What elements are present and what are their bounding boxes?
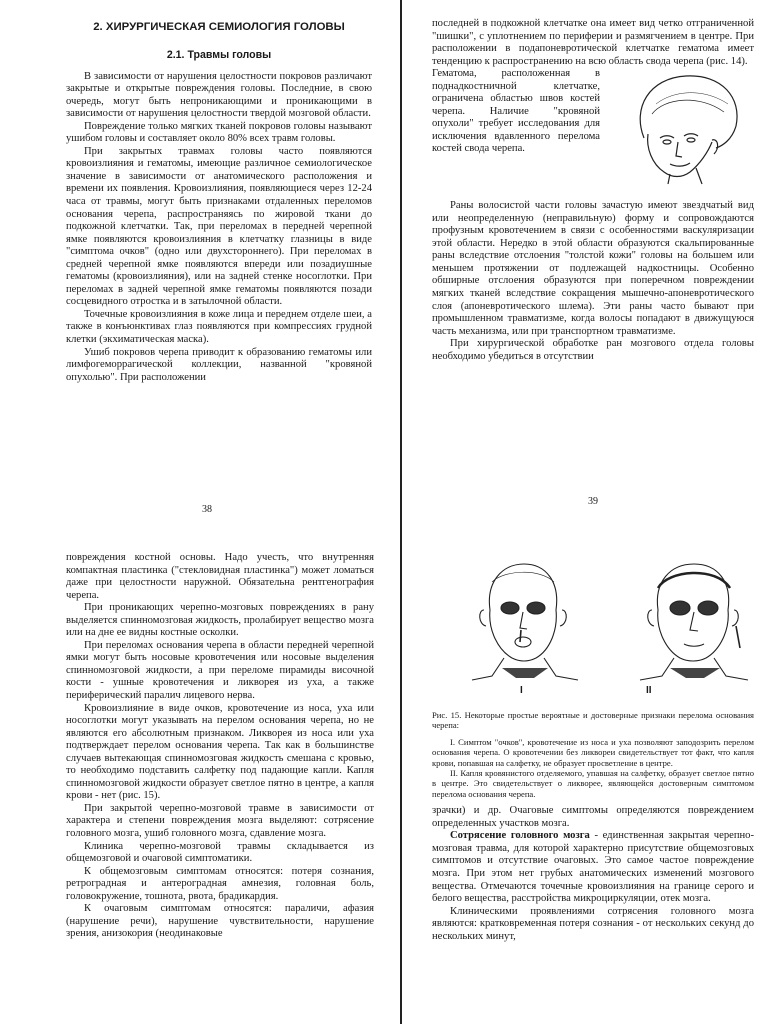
figure-15-caption: Рис. 15. Некоторые простые вероятные и достоверные признаки перелома основания черепа: (432, 710, 754, 731)
figure-15-label-1: I (520, 685, 523, 696)
paragraph: Клиника черепно-мозговой травмы складывается из общемозговой и очаговой симптоматики. (66, 840, 374, 865)
paragraph: Точечные кровоизлияния в коже лица и переднем отделе шеи, а также в конъюнктивах глаз появляются при компрессиях грудной клетки (экхиматическая маска). (66, 308, 372, 345)
page-number-38: 38 (202, 504, 212, 515)
section-title: 2.1. Травмы головы (166, 48, 272, 61)
paragraph: Ушиб покровов черепа приводит к образованию гематомы или лимфогеморрагической коллекции, названной "кровяной опухолью". При расположении (66, 346, 372, 383)
paragraph: Кровоизлияние в виде очков, кровотечение из носа, уха или носоглотки могут указывать на перелом основания черепа, но не являются его абсолютным признаком. Ликворея из носа или уха подтверждает перелом основания черепа. Так как в большинстве случаев вытекающая спинномозговая жидкость смешана с кровью, то необходимо подставить салфетку под падающие капли. Капля спинномозговой жидкости образует светлое пятно в центре, а капля крови - нет (рис. 15). (66, 702, 374, 802)
paragraph: Раны волосистой части головы зачастую имеют звездчатый вид или неопределенную (неправильную) форму и сопровождаются профузным кровотечением в связи с особенностями васкуляризации этой области. Нередко в этой области образуются скальпированные раны вследствие отслоения "толстой кожи" головы на большем или меньшем протяжении от подлежащей надкостницы. Особенно обширные отслоения образуются при поперечном повреждении мягких тканей вследствие сокращения мышечно-апоневротического слоя (апоневротического шлема). Эти раны часто бывают при промышленном травматизме, когда волосы попадают в движущуюся часть механизма, или при транспортном травматизме. (432, 200, 754, 337)
page-41 (432, 552, 754, 1024)
figure-14-wrap (432, 68, 754, 186)
paragraph: Клиническими проявлениями сотрясения головного мозга являются: кратковременная потеря сознания - от нескольких секунд до нескольких минут, (432, 905, 754, 942)
paragraph: Гематома, расположенная в поднадкостничной клетчатке, ограничена областью швов костей черепа. Наличие "кровяной опухоли" требует исследования для исключения вдавленного перелома костей свода черепа. (432, 68, 600, 155)
figure-15-label-2: II (646, 685, 652, 696)
paragraph: зрачки) и др. Очаговые симптомы определяются повреждением определенных участков мозга. (432, 805, 754, 829)
paragraph: Повреждение только мягких тканей покровов головы называют ушибом головы и составляет около 80% всех травм головы. (66, 120, 372, 145)
page-38 (66, 18, 372, 518)
page-40 (66, 552, 374, 1024)
figure-14 (604, 68, 754, 186)
page-number-39: 39 (588, 496, 598, 507)
paragraph: При хирургической обработке ран мозгового отдела головы необходимо убедиться в отсутствии (432, 338, 754, 362)
paragraph: К общемозговым симптомам относятся: потеря сознания, ретроградная и антероградная амнезия, головная боль, головокружение, тошнота, рвота, брадикардия. (66, 865, 374, 902)
paragraph: повреждения костной основы. Надо учесть, что внутренняя компактная пластинка ("стекловидная пластинка") может ломаться даже при целостности наружной. Обязательна рентгенография черепа. (66, 552, 374, 601)
figure-15-item: II. Капля кровянистого отделяемого, упавшая на салфетку, образует светлое пятно в центре. Это свидетельствует о ликворее, являющейся достоверным симптомом перелома основания черепа. (432, 768, 754, 799)
paragraph: При закрытых травмах головы часто появляются кровоизлияния и гематомы, имеющие различное семиологическое значение в зависимости от анатомического расположения и времени их появления. Кровоизлияния, появляющиеся через 12-24 часа от травмы, могут быть признаками отдаленных переломов основания черепа, распространяясь по жировой ткани до подкожной клетчатки. Так, при переломах в передней черепной ямке появляются кровоизлияния в клетчатку глазницы в виде "симптома очков" (одно или двухстороннего). При переломах в средней черепной ямке появляются впереди или позадиушные гематомы (кровоизлияния), или на задней стенке носоглотки. При переломах в задней черепной ямке гематомы появляются позади сосцевидного отростка и в затылочной области. (66, 145, 372, 308)
paragraph: При проникающих черепно-мозговых повреждениях в рану выделяется спинномозговая жидкость, пролабирует вещество мозга или на дне ее видны костные осколки. (66, 602, 374, 639)
paragraph: последней в подкожной клетчатке она имеет вид четко отграниченной "шишки", с уплотнением по периферии и размягчением в центре. При расположении в подапоневротической клетчатке гематома имеет тенденцию к распространению на всю область свода черепа (рис. 14). (432, 18, 754, 67)
chapter-title: 2. ХИРУРГИЧЕСКАЯ СЕМИОЛОГИЯ ГОЛОВЫ (93, 21, 345, 33)
page-39 (432, 18, 754, 518)
paragraph-text: - единственная закрытая черепно-мозговая травма, для которой характерно присутствие общемозговых симптомов и отсутствие очаговых. Это самое частое повреждение мозга. При этом нет грубых анатомических изменений мозгового вещества. Отмечаются точечные кровоизлияния на границе серого и белого вещества, расстройства микроциркуляции, отек мозга. (432, 830, 754, 905)
figure-15-caption-block (432, 710, 754, 799)
term-concussion: Сотрясение головного мозга (450, 830, 590, 842)
paragraph: К очаговым симптомам относятся: параличи, афазия (нарушение речи), нарушение чувствительности, нарушение зрения, анизокория (неодинаковые (66, 903, 374, 940)
figure-15-item: I. Симптом "очков", кровотечение из носа и уха позволяют заподозрить перелом основания черепа. О кровотечении без ликвореи свидетельствует тот факт, что капля крови, попавшая на салфетку, не образует просветление в центре. (432, 736, 754, 768)
paragraph: При переломах основания черепа в области передней черепной ямки могут быть носовые кровотечения или носовые выделения спинномозговой жидкости, а при переломе пирамиды височной кости - ушные кровотечения и ликворея из уха, а также периферический паралич лицевого нерва. (66, 639, 374, 702)
book-gutter (400, 0, 402, 1024)
paragraph (432, 830, 754, 905)
paragraph: В зависимости от нарушения целостности покровов различают закрытые и открытые повреждения головы. Последние, в свою очередь, могут быть непроникающими и проникающими в зависимости от нарушения целостности твердой мозговой области. (66, 70, 372, 120)
figure-15-illustration (432, 552, 754, 684)
paragraph: При закрытой черепно-мозговой травме в зависимости от характера и степени повреждения мозга выделяют: сотрясение головного мозга, ушиб головного мозга, сдавление мозга. (66, 802, 374, 840)
head-hematoma-illustration (604, 68, 754, 186)
